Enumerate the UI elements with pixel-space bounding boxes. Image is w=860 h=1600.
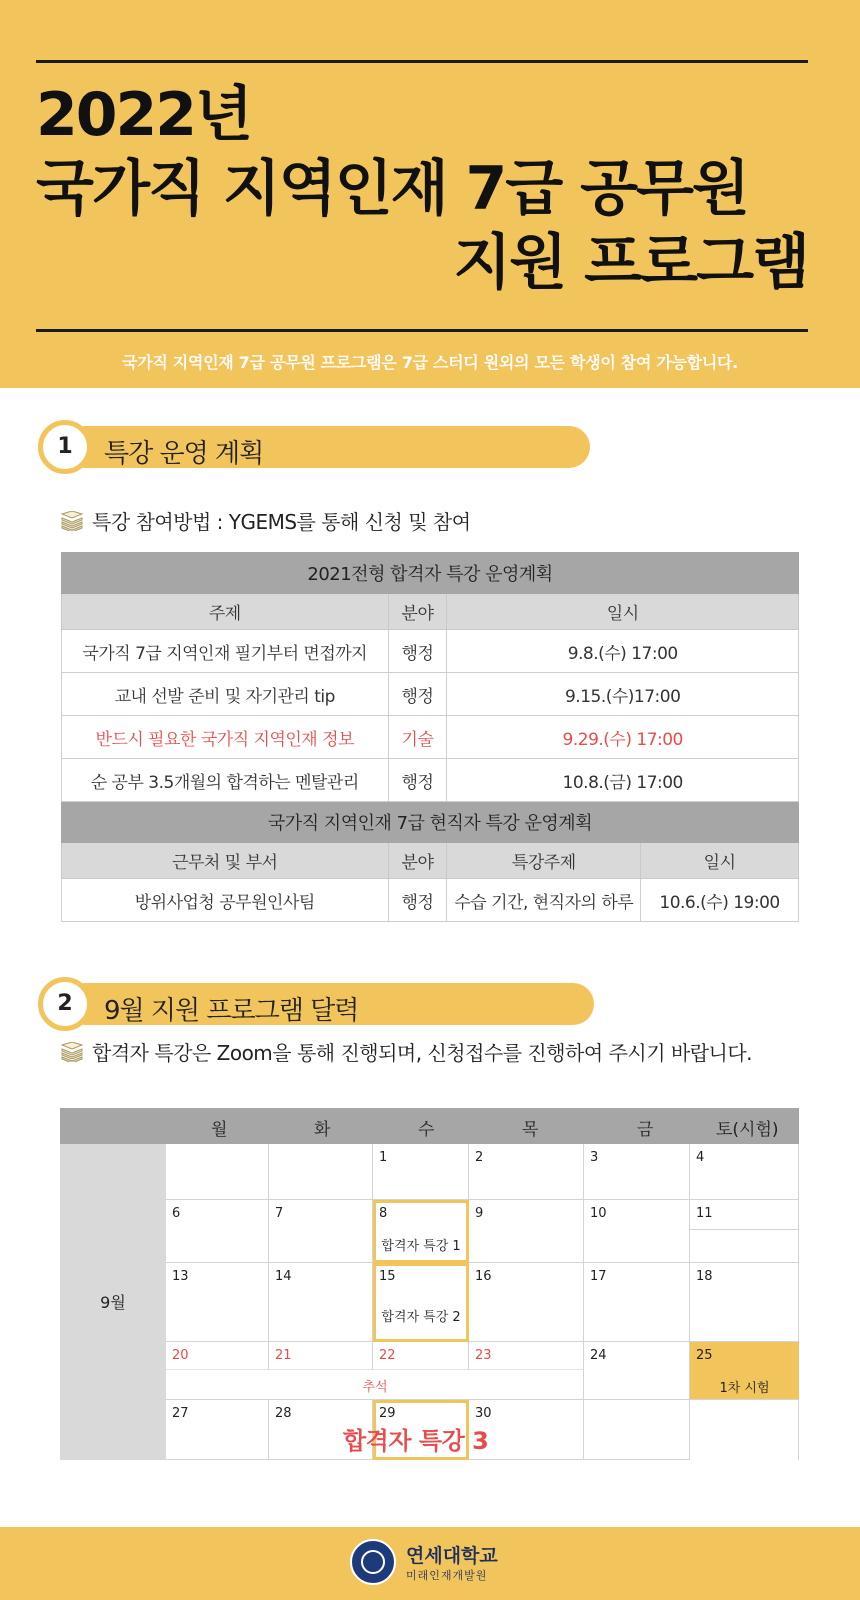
exam-label: 1차 시험 [719,1381,770,1396]
calendar-day: 13 [172,1269,189,1284]
calendar-day: 10 [590,1206,607,1221]
table-1-title: 2021전형 합격자 특강 운영계획 [62,553,799,594]
calendar-cell-empty [269,1144,373,1200]
calendar-cell [690,1200,799,1230]
table-2-header: 특강주제 [447,843,641,879]
university-seal-icon [350,1539,396,1585]
calendar-day: 17 [590,1269,607,1284]
calendar-cell [690,1144,799,1200]
calendar-day: 27 [172,1406,189,1421]
calendar-cell-holiday [373,1342,469,1370]
table-row [62,759,799,802]
header-rule-top [36,60,808,63]
calendar-day: 8 [379,1206,388,1221]
lecture-1-label: 합격자 특강 1 [381,1239,461,1254]
table-cell-field: 행정 [388,630,447,673]
calendar-day: 3 [590,1150,599,1165]
table-cell-date: 10.8.(금) 17:00 [447,759,799,802]
lecture-schedule-table [61,552,799,922]
lecture-3-label: 합격자 특강 3 [343,1427,489,1455]
calendar-cell-empty [690,1400,799,1460]
calendar-day: 24 [590,1348,607,1363]
university-name: 연세대학교 [406,1545,498,1567]
calendar-day: 7 [275,1206,284,1221]
calendar-cell [584,1342,690,1400]
table-1-header: 일시 [447,594,799,630]
calendar-cell-holiday [269,1342,373,1370]
calendar-cell [584,1144,690,1200]
calendar-cell-holiday [166,1342,269,1370]
calendar-cell [690,1263,799,1342]
table-2-header-row [62,843,799,879]
lecture-2-label: 합격자 특강 2 [381,1310,461,1325]
footer-banner [0,1527,860,1600]
table-cell-field: 행정 [388,673,447,716]
calendar-day: 28 [275,1406,292,1421]
calendar-day: 30 [475,1406,492,1421]
table-cell-date: 9.29.(수) 17:00 [447,716,799,759]
header-banner [0,0,860,388]
weekday-label: 월 [211,1120,228,1140]
table-2-header: 분야 [388,843,447,879]
calendar-cell [469,1200,584,1263]
section-2-number: 2 [38,977,92,1031]
calendar-day: 4 [696,1150,705,1165]
table-1-header-row [62,594,799,630]
section-2-title: 9월 지원 프로그램 달력 [104,996,359,1026]
calendar-day: 18 [696,1269,713,1284]
table-1-title-row [62,553,799,594]
calendar-day: 15 [379,1269,396,1284]
calendar-day: 25 [696,1348,713,1363]
calendar-month-column [60,1144,166,1460]
calendar-month-label: 9월 [100,1293,126,1312]
calendar-cell-holiday [469,1342,584,1370]
weekday-label: 목 [522,1120,539,1140]
books-icon [60,511,84,531]
calendar-day: 1 [379,1150,388,1165]
title-line-3: 지원 프로그램 [453,228,808,298]
header-subtitle: 국가직 지역인재 7급 공무원 프로그램은 7급 스터디 원외의 모든 학생이 참여 가능합니다. [122,353,738,372]
section-1-note [60,506,471,535]
title-line-1: 2022년 [36,80,251,150]
section-1-heading [38,420,598,470]
calendar-day: 16 [475,1269,492,1284]
table-cell-date: 9.8.(수) 17:00 [447,630,799,673]
calendar-cell [166,1200,269,1263]
table-2-header: 근무처 및 부서 [62,843,389,879]
calendar-cell [166,1400,269,1460]
table-cell-topic: 교내 선발 준비 및 자기관리 tip [62,673,389,716]
table-cell-field: 행정 [388,879,447,922]
books-icon [60,1042,84,1062]
section-2-note [60,1037,752,1066]
holiday-label: 추석 [362,1380,388,1395]
calendar-day: 23 [475,1348,492,1363]
calendar-day: 21 [275,1348,292,1363]
weekday-label: 수 [418,1120,435,1140]
university-department: 미래인재개발원 [406,1569,488,1582]
table-row-highlighted [62,716,799,759]
calendar-weekday-header [60,1108,799,1144]
table-2-title: 국가직 지역인재 7급 현직자 특강 운영계획 [62,802,799,843]
weekday-label: 토(시험) [716,1120,779,1140]
calendar-cell-empty [166,1144,269,1200]
calendar-day: 11 [696,1206,713,1221]
calendar-day: 29 [379,1406,396,1421]
table-row [62,673,799,716]
calendar-day: 2 [475,1150,484,1165]
calendar-day: 9 [475,1206,484,1221]
section-1-note-text: 특강 참여방법 : YGEMS를 통해 신청 및 참여 [92,510,471,534]
calendar-day: 6 [172,1206,181,1221]
calendar-cell [269,1263,373,1342]
section-2-heading [38,977,608,1027]
calendar-day: 14 [275,1269,292,1284]
table-1-header: 주제 [62,594,389,630]
calendar-cell [166,1263,269,1342]
calendar-cell [269,1200,373,1263]
table-row [62,879,799,922]
table-1-header: 분야 [388,594,447,630]
table-cell-date: 9.15.(수)17:00 [447,673,799,716]
table-cell-org: 방위사업청 공무원인사팀 [62,879,389,922]
calendar-cell [469,1263,584,1342]
page-title [36,78,808,300]
table-cell-field: 행정 [388,759,447,802]
table-cell-topic: 수습 기간, 현직자의 하루 [447,879,641,922]
calendar-day: 20 [172,1348,189,1363]
calendar-cell [373,1144,469,1200]
table-cell-topic: 순 공부 3.5개월의 합격하는 멘탈관리 [62,759,389,802]
calendar-cell [469,1144,584,1200]
table-cell-date: 10.6.(수) 19:00 [641,879,799,922]
table-2-title-row [62,802,799,843]
table-row [62,630,799,673]
calendar-cell-empty [690,1230,799,1263]
lecture-2-highlight [373,1263,469,1342]
calendar-cell [584,1200,690,1263]
table-2-header: 일시 [641,843,799,879]
september-calendar [60,1108,799,1460]
header-rule-bottom [36,329,808,332]
section-2-note-text: 합격자 특강은 Zoom을 통해 진행되며, 신청접수를 진행하여 주시기 바랍니다. [92,1041,753,1065]
weekday-label: 화 [314,1120,331,1140]
calendar-cell [584,1263,690,1342]
table-cell-topic: 국가직 7급 지역인재 필기부터 면접까지 [62,630,389,673]
calendar-cell-empty [584,1400,690,1460]
section-1-title: 특강 운영 계획 [104,439,264,469]
title-line-2: 국가직 지역인재 7급 공무원 [36,154,748,224]
table-cell-topic: 반드시 필요한 국가직 지역인재 정보 [62,716,389,759]
weekday-label: 금 [637,1120,654,1140]
table-cell-field: 기술 [388,716,447,759]
calendar-day: 22 [379,1348,396,1363]
section-1-number: 1 [38,420,92,474]
